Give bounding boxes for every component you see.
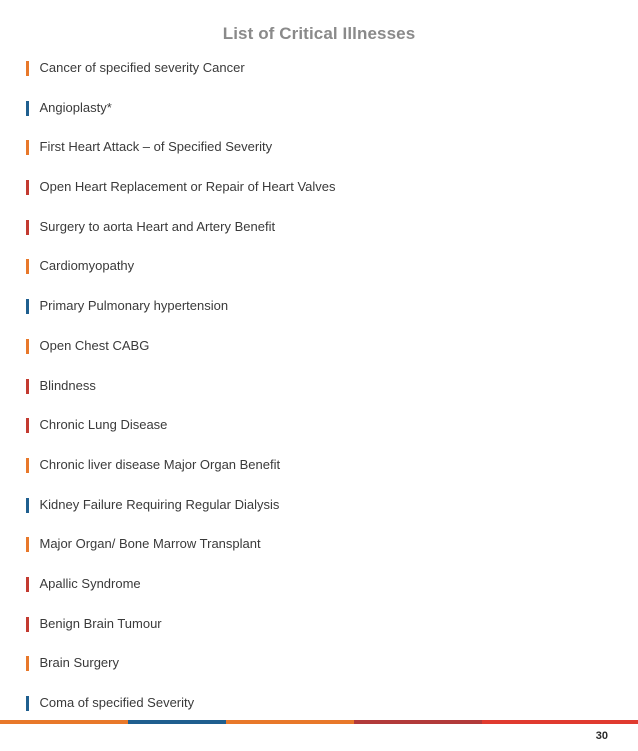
bullet-bar bbox=[26, 101, 29, 116]
bullet-bar bbox=[26, 140, 29, 155]
bullet-bar bbox=[26, 379, 29, 394]
footer-color-bar bbox=[0, 720, 638, 724]
bullet-bar bbox=[26, 617, 29, 632]
list-item bbox=[26, 455, 336, 495]
list-item bbox=[26, 693, 336, 733]
footer-segment bbox=[191, 720, 226, 724]
footer-segment bbox=[0, 720, 128, 724]
list-item bbox=[26, 137, 336, 177]
illness-label: Blindness bbox=[39, 377, 96, 393]
bullet-bar bbox=[26, 418, 29, 433]
bullet-bar bbox=[26, 458, 29, 473]
footer-segment bbox=[128, 720, 192, 724]
list-item bbox=[26, 653, 336, 693]
page-number: 30 bbox=[595, 730, 608, 742]
list-item bbox=[26, 534, 336, 574]
illness-label: First Heart Attack – of Specified Severity bbox=[39, 139, 273, 155]
bullet-bar bbox=[26, 61, 29, 76]
illness-label: Brain Surgery bbox=[39, 655, 119, 671]
bullet-bar bbox=[26, 696, 29, 711]
illness-label: Coma of specified Severity bbox=[39, 695, 195, 710]
illness-label: Apallic Syndrome bbox=[39, 575, 141, 591]
illness-label: Surgery to aorta Heart and Artery Benefit bbox=[39, 218, 276, 234]
list-item bbox=[26, 376, 336, 416]
illness-label: Open Chest CABG bbox=[39, 337, 150, 353]
bullet-bar bbox=[26, 339, 29, 354]
illness-label: Cancer of specified severity Cancer bbox=[39, 60, 245, 75]
illness-label: Chronic liver disease Major Organ Benefit bbox=[39, 456, 281, 472]
bullet-bar bbox=[26, 656, 29, 671]
bullet-bar bbox=[26, 220, 29, 235]
illness-label: Cardiomyopathy bbox=[39, 258, 135, 274]
list-item bbox=[26, 495, 336, 535]
illness-label: Open Heart Replacement or Repair of Heart Valves bbox=[39, 179, 336, 195]
bullet-bar bbox=[26, 180, 29, 195]
list-item bbox=[26, 217, 336, 257]
list-item bbox=[26, 256, 336, 296]
bullet-bar bbox=[26, 299, 29, 314]
footer-segment bbox=[226, 720, 354, 724]
list-item bbox=[26, 98, 336, 138]
list-item bbox=[26, 58, 336, 98]
bullet-bar bbox=[26, 259, 29, 274]
illness-label: Chronic Lung Disease bbox=[39, 417, 168, 433]
illness-label: Kidney Failure Requiring Regular Dialysis bbox=[39, 496, 280, 512]
critical-illness-list bbox=[26, 58, 336, 733]
footer-segment bbox=[482, 720, 638, 724]
list-item bbox=[26, 336, 336, 376]
list-item bbox=[26, 177, 336, 217]
illness-label: Angioplasty* bbox=[39, 99, 112, 115]
list-item bbox=[26, 614, 336, 654]
list-item bbox=[26, 574, 336, 614]
bullet-bar bbox=[26, 498, 29, 513]
footer-segment bbox=[354, 720, 482, 724]
list-item bbox=[26, 296, 336, 336]
list-item bbox=[26, 415, 336, 455]
page-title: List of Critical Illnesses bbox=[222, 24, 416, 43]
bullet-bar bbox=[26, 537, 29, 552]
illness-label: Benign Brain Tumour bbox=[39, 615, 162, 631]
illness-label: Primary Pulmonary hypertension bbox=[39, 298, 229, 314]
bullet-bar bbox=[26, 577, 29, 592]
illness-label: Major Organ/ Bone Marrow Transplant bbox=[39, 536, 261, 552]
